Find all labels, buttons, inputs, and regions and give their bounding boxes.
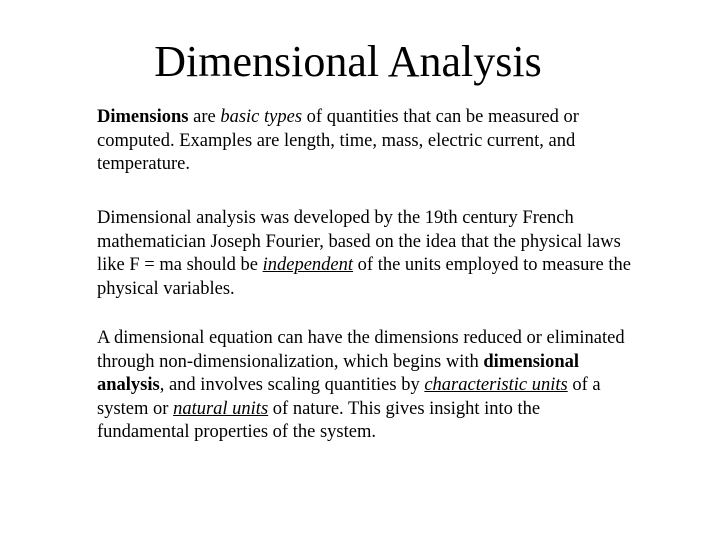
term-basic-types: basic types	[220, 107, 303, 127]
term-characteristic-units: characteristic units	[424, 375, 568, 396]
text-span: are	[188, 107, 221, 127]
text-span: of nature. This gives insight into the fundamental properties of the system.	[97, 398, 541, 443]
term-natural-units: natural units	[173, 398, 269, 419]
paragraph-history	[97, 207, 637, 301]
paragraph-dimensions	[97, 106, 637, 177]
text-span: A dimensional equation can have the dimensions reduced or eliminated through non-dimensionalization, which begins with	[97, 328, 625, 372]
text-span: of the units employed to measure the physical variables.	[97, 255, 631, 299]
text-span: of a system or	[97, 375, 601, 419]
text-span: , and involves scaling quantities by	[159, 375, 425, 396]
text-span: Dimensional analysis was developed by the 19th century French mathematician Joseph Fourier, based on the idea that the physical laws like F = ma should be	[97, 208, 621, 276]
term-dimensional-analysis: dimensional analysis	[97, 351, 579, 396]
paragraph-nondimensionalization	[97, 327, 637, 445]
text-span: of quantities that can be measured or computed. Examples are length, time, mass, electric current, and temperature.	[97, 107, 579, 175]
term-independent: independent	[262, 255, 354, 276]
term-dimensions: Dimensions	[97, 107, 189, 127]
page-title: Dimensional Analysis	[154, 37, 542, 86]
